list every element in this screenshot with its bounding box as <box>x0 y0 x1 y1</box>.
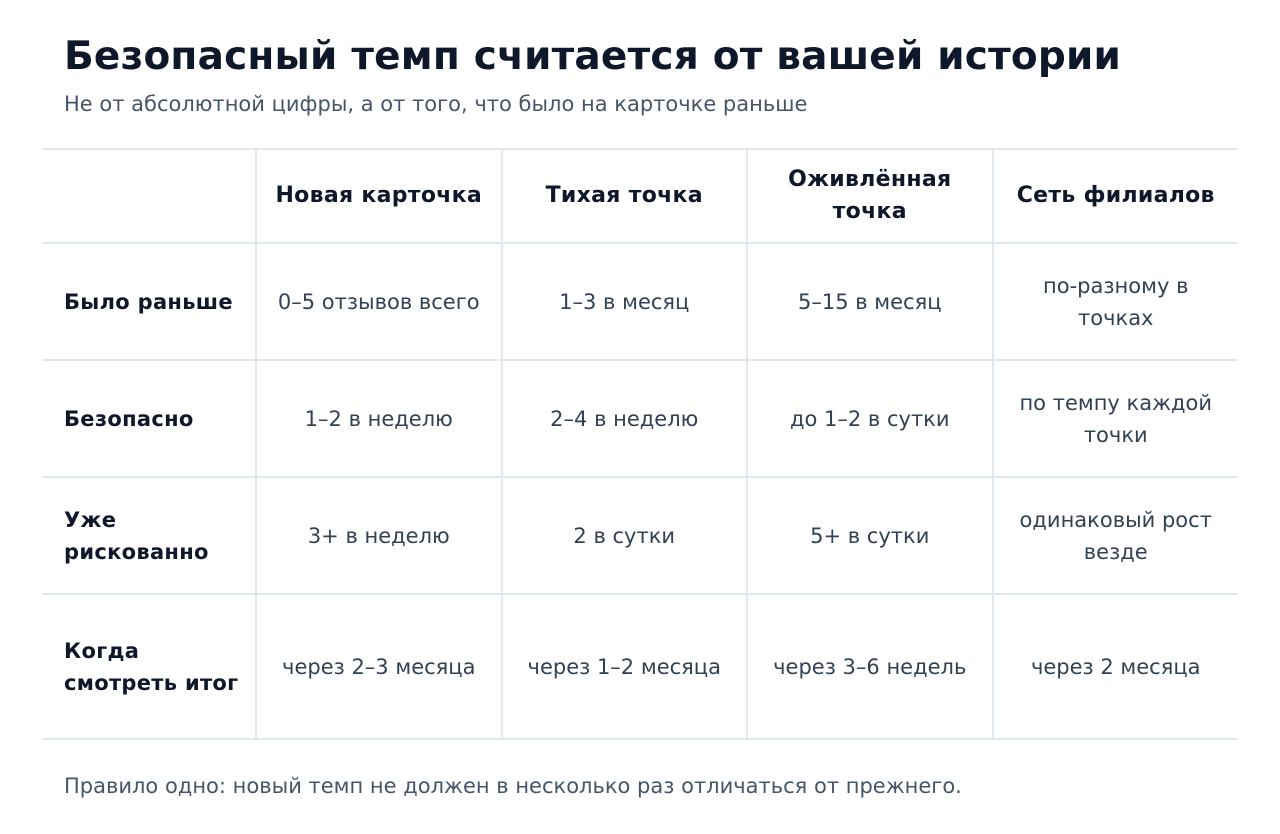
footer-note: Правило одно: новый темп не должен в несколько раз отличаться от прежнего. <box>64 774 962 798</box>
table-cell: 1–2 в неделю <box>256 360 502 477</box>
column-header-branch-network: Сеть филиалов <box>993 149 1239 243</box>
table-row <box>42 360 1238 477</box>
table-cell: 2–4 в неделю <box>502 360 748 477</box>
comparison-table <box>42 148 1238 740</box>
table-cell: 3+ в неделю <box>256 477 502 594</box>
table-cell: через 2 месяца <box>993 594 1239 739</box>
table-row <box>42 477 1238 594</box>
table-cell: 5+ в сутки <box>747 477 993 594</box>
table-cell: до 1–2 в сутки <box>747 360 993 477</box>
table-cell: одинаковый рост везде <box>993 477 1239 594</box>
table-cell: через 1–2 месяца <box>502 594 748 739</box>
table-cell: 2 в сутки <box>502 477 748 594</box>
header-row <box>42 149 1238 243</box>
table-cell: через 2–3 месяца <box>256 594 502 739</box>
table-row <box>42 243 1238 360</box>
column-header-quiet-point: Тихая точка <box>502 149 748 243</box>
row-header-when-to-check: Когда смотреть итог <box>42 594 256 739</box>
table-cell: 1–3 в месяц <box>502 243 748 360</box>
table-row <box>42 594 1238 739</box>
row-header-safe: Безопасно <box>42 360 256 477</box>
table-cell: по темпу каждой точки <box>993 360 1239 477</box>
row-header-risky: Уже рискованно <box>42 477 256 594</box>
row-header-before: Было раньше <box>42 243 256 360</box>
table-cell: 5–15 в месяц <box>747 243 993 360</box>
page-title: Безопасный темп считается от вашей истории <box>64 34 1122 79</box>
table-cell: 0–5 отзывов всего <box>256 243 502 360</box>
column-header-new-card: Новая карточка <box>256 149 502 243</box>
table-cell: по-разному в точках <box>993 243 1239 360</box>
column-header-busy-point: Оживлённая точка <box>747 149 993 243</box>
page-subtitle: Не от абсолютной цифры, а от того, что было на карточке раньше <box>64 92 808 116</box>
corner-cell <box>42 149 256 243</box>
table-cell: через 3–6 недель <box>747 594 993 739</box>
